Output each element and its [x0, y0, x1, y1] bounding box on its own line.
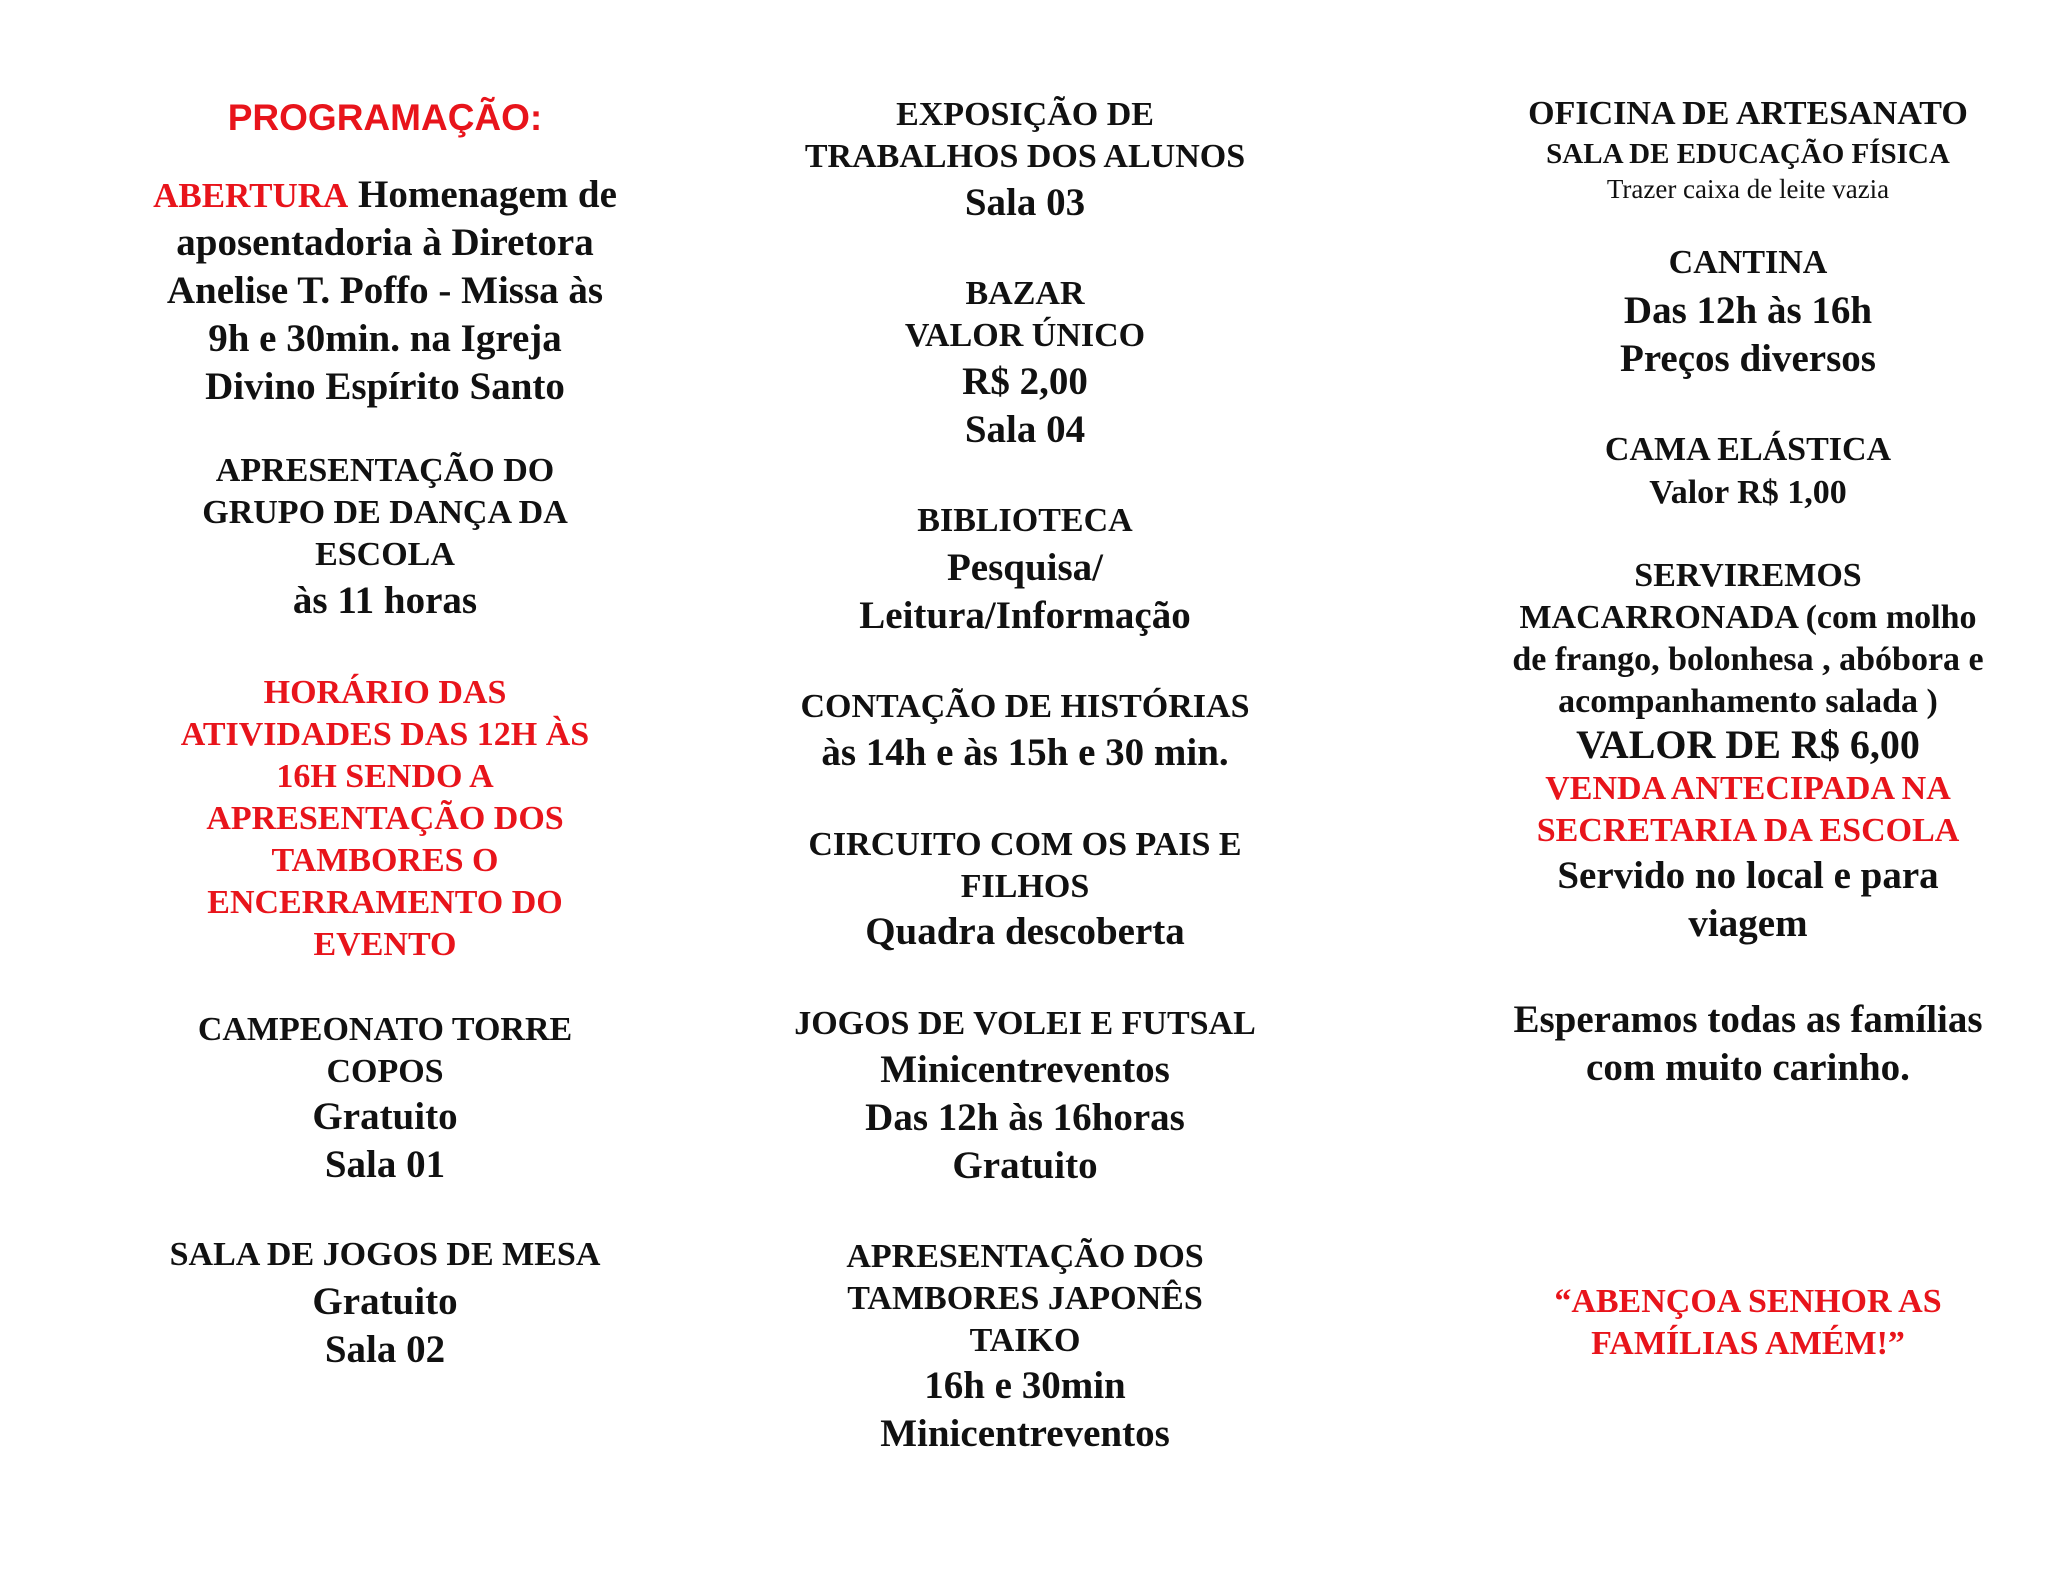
abertura-line: Anelise T. Poffo - Missa às — [166, 269, 604, 312]
venda-line: VENDA ANTECIPADA NA — [1545, 770, 1951, 807]
campeonato-line: CAMPEONATO TORRE — [197, 1011, 573, 1048]
serviremos-line: acompanhamento salada ) — [1558, 683, 1938, 720]
servido-line: viagem — [1688, 902, 1808, 945]
serviremos-line: MACARRONADA (com molho — [1519, 599, 1977, 636]
tambores-line: TAMBORES JAPONÊS — [847, 1280, 1203, 1317]
jogos-detail: Gratuito — [952, 1144, 1098, 1187]
exposicao-line: EXPOSIÇÃO DE — [896, 96, 1154, 133]
jogos-mesa-price: Gratuito — [312, 1280, 458, 1323]
abertura-line-1 — [120, 175, 650, 214]
horario-line: TAMBORES O — [271, 842, 499, 879]
bencao-line: FAMÍLIAS AMÉM!” — [1591, 1325, 1905, 1362]
cantina-detail: Preços diversos — [1620, 337, 1876, 380]
bazar-line: BAZAR — [965, 275, 1085, 312]
horario-line: ENCERRAMENTO DO — [207, 884, 563, 921]
abertura-label: ABERTURA — [153, 176, 349, 215]
serviremos-line: SERVIREMOS — [1634, 557, 1862, 594]
horario-line: HORÁRIO DAS — [263, 674, 507, 711]
tambores-line: APRESENTAÇÃO DOS — [846, 1238, 1204, 1275]
danca-time: às 11 horas — [292, 579, 478, 622]
bazar-line: VALOR ÚNICO — [904, 317, 1146, 354]
valor-price: VALOR DE R$ 6,00 — [1576, 722, 1920, 767]
abertura-line: aposentadoria à Diretora — [176, 221, 594, 264]
venda-line: SECRETARIA DA ESCOLA — [1536, 812, 1960, 849]
cama-price: Valor R$ 1,00 — [1649, 474, 1847, 511]
exposicao-line: TRABALHOS DOS ALUNOS — [804, 138, 1246, 175]
bazar-room: Sala 04 — [964, 408, 1086, 451]
circuito-line: CIRCUITO COM OS PAIS E — [808, 826, 1242, 863]
programacao-title: PROGRAMAÇÃO: — [227, 97, 543, 138]
jogos-mesa-room: Sala 02 — [324, 1328, 446, 1371]
jogos-title: JOGOS DE VOLEI E FUTSAL — [794, 1005, 1256, 1042]
biblioteca-detail: Leitura/Informação — [859, 594, 1191, 637]
circuito-line: FILHOS — [960, 868, 1090, 905]
horario-line: EVENTO — [313, 926, 457, 963]
circuito-place: Quadra descoberta — [865, 910, 1185, 953]
horario-line: APRESENTAÇÃO DOS — [206, 800, 564, 837]
tambores-line: TAIKO — [969, 1322, 1081, 1359]
contacao-title: CONTAÇÃO DE HISTÓRIAS — [800, 688, 1250, 725]
jogos-detail: Das 12h às 16horas — [865, 1096, 1185, 1139]
contacao-time: às 14h e às 15h e 30 min. — [821, 731, 1229, 774]
abertura-text: Homenagem de — [358, 173, 617, 216]
danca-line: GRUPO DE DANÇA DA — [202, 494, 568, 531]
horario-line: 16H SENDO A — [276, 758, 494, 795]
serviremos-line: de frango, bolonhesa , abóbora e — [1512, 641, 1984, 678]
danca-line: ESCOLA — [315, 536, 455, 573]
oficina-title: OFICINA DE ARTESANATO — [1528, 95, 1968, 132]
campeonato-line: COPOS — [326, 1053, 444, 1090]
servido-line: Servido no local e para — [1557, 854, 1939, 897]
esperamos-line: com muito carinho. — [1586, 1046, 1910, 1089]
horario-line: ATIVIDADES DAS 12H ÀS — [180, 716, 590, 753]
danca-line: APRESENTAÇÃO DO — [215, 452, 555, 489]
cantina-title: CANTINA — [1668, 244, 1828, 281]
campeonato-room: Sala 01 — [324, 1143, 446, 1186]
bencao-line: “ABENÇOA SENHOR AS — [1554, 1283, 1942, 1320]
oficina-note: Trazer caixa de leite vazia — [1606, 174, 1890, 204]
biblioteca-detail: Pesquisa/ — [946, 546, 1104, 589]
cama-title: CAMA ELÁSTICA — [1604, 431, 1892, 468]
bazar-price: R$ 2,00 — [962, 360, 1088, 403]
biblioteca-title: BIBLIOTECA — [917, 502, 1133, 539]
abertura-line: 9h e 30min. na Igreja — [208, 317, 562, 360]
exposicao-room: Sala 03 — [964, 181, 1086, 224]
tambores-detail: 16h e 30min — [924, 1364, 1126, 1407]
jogos-mesa-title: SALA DE JOGOS DE MESA — [169, 1236, 601, 1273]
cantina-detail: Das 12h às 16h — [1623, 289, 1873, 332]
tambores-detail: Minicentreventos — [880, 1412, 1170, 1455]
jogos-detail: Minicentreventos — [880, 1048, 1170, 1091]
abertura-line: Divino Espírito Santo — [205, 365, 565, 408]
esperamos-line: Esperamos todas as famílias — [1513, 998, 1983, 1041]
oficina-room: SALA DE EDUCAÇÃO FÍSICA — [1546, 138, 1950, 170]
campeonato-price: Gratuito — [312, 1095, 458, 1138]
